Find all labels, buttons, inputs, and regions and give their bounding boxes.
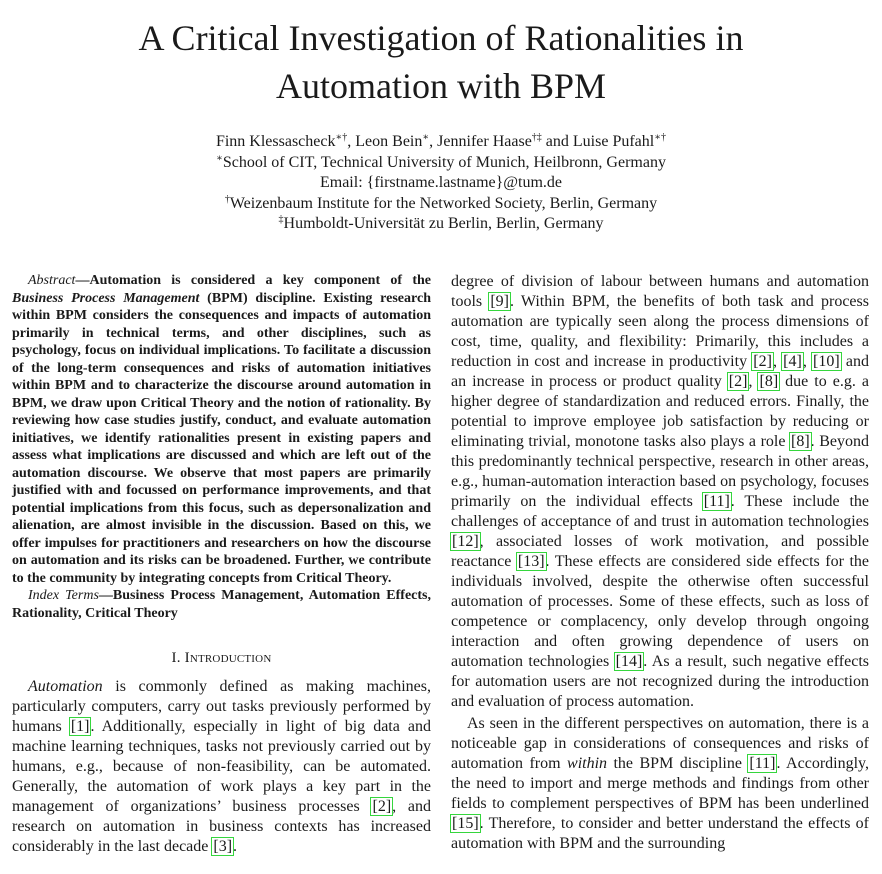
author-name: Luise Pufahl	[572, 133, 655, 150]
author-mark: ∗†	[654, 132, 667, 143]
title-line-2: Automation with BPM	[275, 66, 607, 106]
abstract	[12, 272, 431, 587]
body-text: . As a result, such negative effects for automation users are not recognized during the introduction and evaluation of process automation.	[451, 653, 869, 710]
citation-link[interactable]: [2]	[753, 353, 772, 370]
body-text: . Beyond this predominantly technical perspective, research in other areas, e.g., human-automation interaction based on psychology, focuses primarily on the individual effects	[451, 433, 869, 510]
body-text: is commonly defined as making machines, particularly computers, carry out tasks previously performed by humans	[12, 678, 431, 735]
body-text: ,	[772, 353, 783, 370]
affiliation-mark: †	[224, 193, 230, 205]
author-separator: and	[541, 133, 573, 150]
body-text: ,	[802, 353, 813, 370]
intro-paragraph-1	[12, 677, 431, 857]
author-line	[0, 132, 882, 153]
citation-link[interactable]: [8]	[791, 433, 810, 450]
left-column	[12, 272, 431, 857]
author-mark: ∗	[422, 132, 430, 143]
body-text: . These effects are considered side effects for the individuals involved, despite the otherwise often successful automation of processes. Some of these effects, such as loss of competence or complacency, only develop through ongoing interaction and often growing dependence of users on automation technologies	[451, 553, 869, 670]
index-terms-label: Index Terms	[28, 588, 99, 603]
author-block	[0, 132, 882, 235]
citation-link[interactable]: [9]	[490, 293, 509, 310]
author-separator: ,	[429, 133, 438, 150]
abstract-dash: —	[75, 273, 90, 288]
affiliation-text: Weizenbaum Institute for the Networked Society, Berlin, Germany	[229, 194, 658, 212]
body-text: . Accordingly, the need to import and merge methods and findings from other fields to complement perspectives of BPM has been underlined	[451, 755, 869, 812]
right-column	[451, 272, 869, 854]
intro-paragraph-2	[451, 714, 869, 854]
abstract-text: Automation is considered a key component of the	[89, 273, 431, 288]
citation-link[interactable]: [14]	[615, 653, 643, 670]
citation-link[interactable]: [11]	[703, 493, 730, 510]
body-text: .	[233, 838, 238, 855]
author-name: Jennifer Haase	[437, 133, 532, 150]
body-text: and an increase in process or product quality	[451, 353, 869, 390]
index-terms-dash: —	[98, 588, 113, 603]
author-separator: ,	[347, 133, 356, 150]
body-text: . Additionally, especially in light of big data and machine learning techniques, tasks not previously carried out by humans, e.g., because of non-feasibility, can be automated. Generally, the automation of work plays a key part in the management of organizations’ business processes	[12, 718, 431, 815]
citation-link[interactable]: [1]	[70, 718, 90, 735]
body-text: , associated losses of work motivation, and possible reactance	[451, 533, 869, 570]
citation-link[interactable]: [2]	[728, 373, 748, 390]
section-heading-introduction	[12, 650, 431, 667]
body-text: degree of division of labour between humans and automation tools	[451, 273, 869, 310]
body-text: . These include the challenges of acceptance of and trust in automation technologies	[451, 493, 869, 530]
affiliation-1	[0, 153, 882, 174]
author-mark: ∗†	[335, 132, 348, 143]
title-line-1: A Critical Investigation of Rationalities in	[138, 18, 744, 58]
abstract-term: Business Process Management	[12, 290, 200, 306]
emphasis-term: within	[567, 755, 608, 772]
body-text: . Therefore, to consider and better understand the effects of automation with BPM and the surrounding	[451, 815, 869, 852]
citation-link[interactable]: [4]	[783, 353, 802, 370]
citation-link[interactable]: [8]	[759, 373, 779, 390]
author-mark: †‡	[531, 132, 542, 143]
affiliation-text: School of CIT, Technical University of Munich, Heilbronn, Germany	[222, 153, 666, 171]
citation-link[interactable]: [10]	[813, 353, 840, 370]
author-name: Finn Klessascheck	[215, 133, 336, 150]
paper-title	[0, 14, 882, 110]
citation-link[interactable]: [11]	[749, 755, 776, 772]
intro-paragraph-continued	[451, 272, 869, 712]
section-number: I.	[171, 650, 185, 666]
index-terms-text: Business Process Management, Automation Effects, Rationality, Critical Theory	[12, 588, 431, 621]
affiliation-2	[0, 194, 882, 215]
index-terms	[12, 587, 431, 622]
emphasis-term: Automation	[28, 678, 103, 695]
section-title: Introduction	[184, 650, 272, 666]
body-text: ,	[748, 373, 759, 390]
citation-link[interactable]: [12]	[452, 533, 479, 550]
affiliation-mark: ∗	[216, 152, 223, 164]
body-text: due to e.g. a higher degree of standardization and reduced errors. Finally, the potential to improve employee job satisfaction by reducing or eliminating trivial, monotone tasks also plays a role	[451, 373, 870, 450]
affiliation-mark: ‡	[278, 214, 284, 225]
citation-link[interactable]: [13]	[517, 553, 545, 570]
citation-link[interactable]: [15]	[452, 815, 479, 832]
body-text: , and research on automation in business contexts has increased considerably in the last decade	[12, 798, 432, 855]
citation-link[interactable]: [3]	[213, 838, 233, 855]
abstract-label: Abstract	[28, 273, 76, 288]
abstract-text: (BPM) discipline. Existing research within BPM considers the consequences and impacts of automation primarily in technical terms, and other disciplines, such as psychology, focus on individual implications. To facilitate a discussion of the long-term consequences and risks of automation initiatives within BPM and to characterize the discourse around automation in BPM, we draw upon Critical Theory and the notion of rationality. By reviewing how case studies justify, conduct, and evaluate automation initiatives, we identify rationalities present in existing papers and assess what implications are discussed and which are left out of the automation discourse. We observe that most papers are primarily justified with and focussed on performance improvements, and that potential implications from this focus, such as depersonalization and alienation, are almost invisible in the discussion. Based on this, we offer impulses for practitioners and researchers on how the discourse on automation and its risks can be broadened. Further, we contribute to the community by integrating concepts from Critical Theory.	[12, 290, 431, 586]
author-name: Leon Bein	[355, 133, 423, 150]
body-text: the BPM discipline	[607, 755, 749, 772]
body-text: . Within BPM, the benefits of both task and process automation are typically seen along the process dimensions of cost, time, quality, and flexibility: Primarily, this includes a reduction in cost and increase in productivity	[451, 293, 869, 370]
body-text: As seen in the different perspectives on automation, there is a noticeable gap in considerations of consequences and risks of automation from	[451, 715, 869, 772]
affiliation-3	[0, 214, 882, 235]
affiliation-text: Humboldt-Universität zu Berlin, Berlin, Germany	[283, 215, 604, 232]
citation-link[interactable]: [2]	[372, 798, 392, 815]
email-line: Email: {firstname.lastname}@tum.de	[319, 174, 563, 191]
